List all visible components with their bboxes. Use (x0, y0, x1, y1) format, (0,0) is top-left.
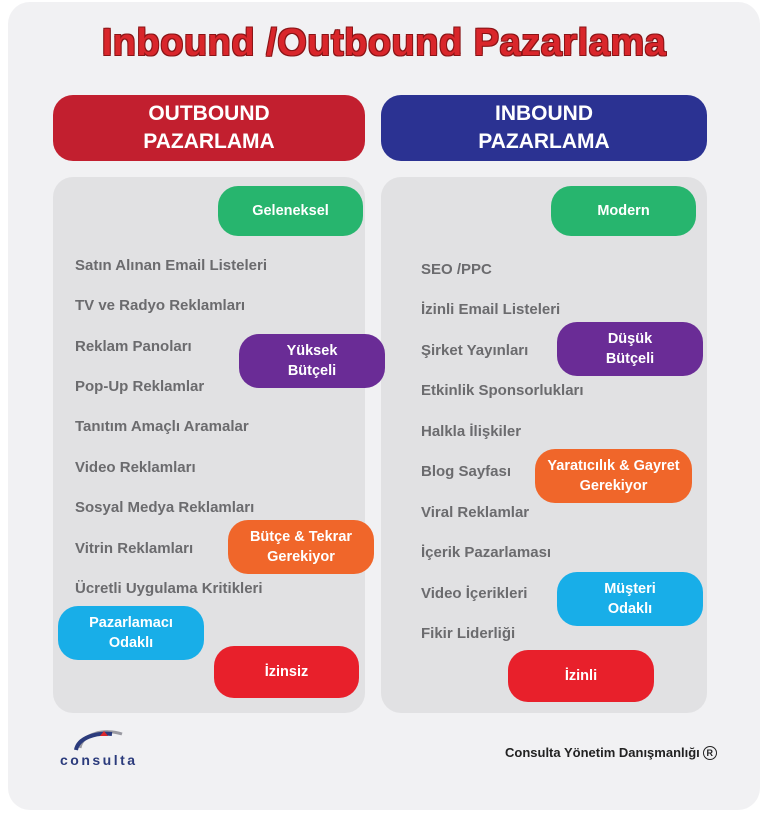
outbound-effort-tag: Bütçe & Tekrar Gerekiyor (228, 520, 374, 574)
inbound-style-tag: Modern (551, 186, 696, 236)
outbound-item: TV ve Radyo Reklamları (75, 297, 246, 314)
inbound-item: Fikir Liderliği (421, 625, 516, 642)
inbound-item: Video İçerikleri (421, 585, 528, 602)
registered-icon: R (703, 746, 717, 760)
inbound-header: INBOUND PAZARLAMA (381, 95, 707, 161)
outbound-permission-tag: İzinsiz (214, 646, 359, 698)
credit-text (505, 745, 717, 760)
inbound-item: Viral Reklamlar (421, 504, 530, 521)
inbound-item: Şirket Yayınları (421, 342, 529, 359)
inbound-item: SEO /PPC (421, 261, 492, 278)
inbound-budget-tag: Düşük Bütçeli (557, 322, 703, 376)
consulta-logo-icon (60, 722, 140, 754)
outbound-item: Vitrin Reklamları (75, 540, 194, 557)
inbound-effort-tag: Yaratıcılık & Gayret Gerekiyor (535, 449, 692, 503)
inbound-item: İzinli Email Listeleri (421, 301, 561, 318)
outbound-item: Tanıtım Amaçlı Aramalar (75, 418, 249, 435)
outbound-item: Video Reklamları (75, 459, 196, 476)
outbound-header: OUTBOUND PAZARLAMA (53, 95, 365, 161)
outbound-item: Reklam Panoları (75, 338, 192, 355)
inbound-item: Etkinlik Sponsorlukları (421, 382, 584, 399)
inbound-permission-tag: İzinli (508, 650, 654, 702)
credit-label: Consulta Yönetim Danışmanlığı (505, 745, 700, 760)
outbound-item: Ücretli Uygulama Kritikleri (75, 580, 263, 597)
page-title: Inbound /Outbound Pazarlama (101, 22, 667, 64)
outbound-item: Sosyal Medya Reklamları (75, 499, 255, 516)
outbound-item: Pop-Up Reklamlar (75, 378, 205, 395)
outbound-item: Satın Alınan Email Listeleri (75, 257, 267, 274)
outbound-style-tag: Geleneksel (218, 186, 363, 236)
inbound-item: İçerik Pazarlaması (421, 544, 552, 561)
outbound-focus-tag: Pazarlamacı Odaklı (58, 606, 204, 660)
logo-wordmark: consulta (60, 752, 138, 768)
inbound-item: Blog Sayfası (421, 463, 512, 480)
inbound-item: Halkla İlişkiler (421, 423, 522, 440)
inbound-focus-tag: Müşteri Odaklı (557, 572, 703, 626)
outbound-budget-tag: Yüksek Bütçeli (239, 334, 385, 388)
